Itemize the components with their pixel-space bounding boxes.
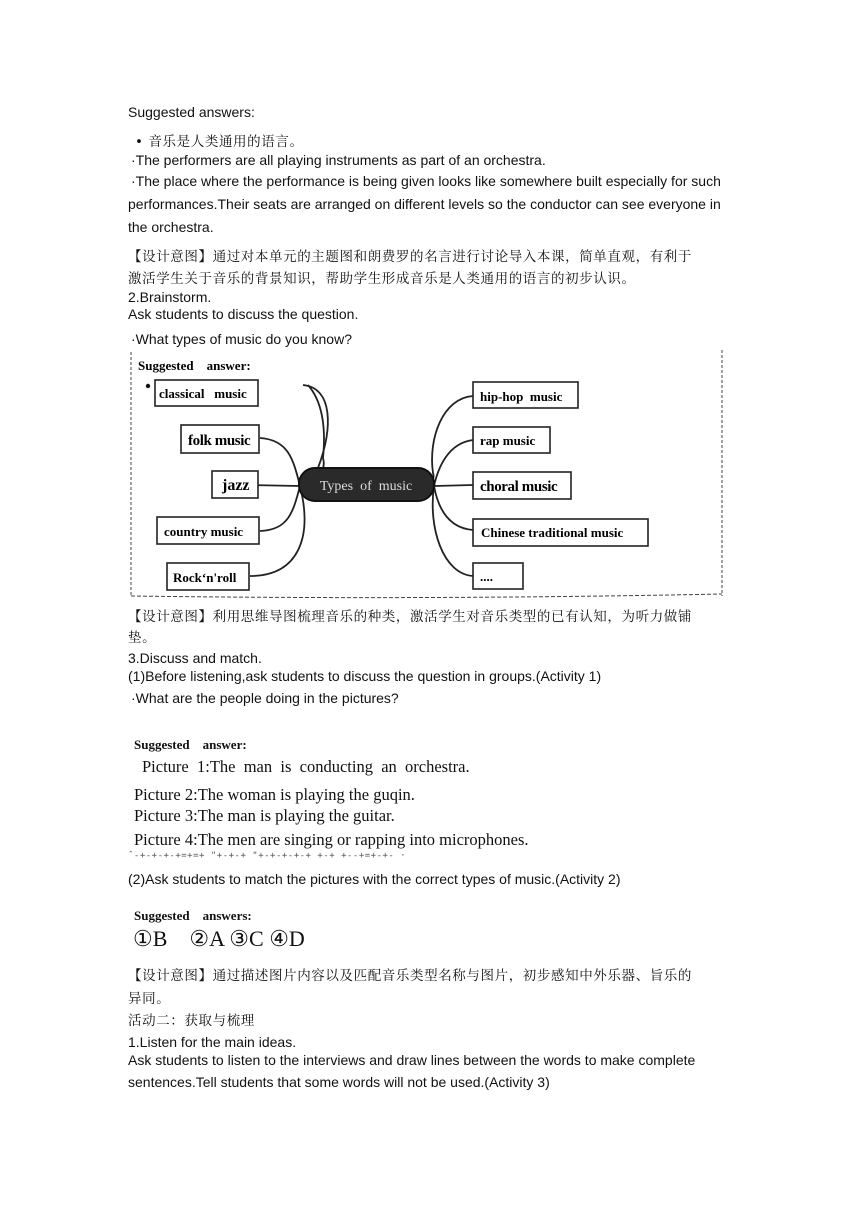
design-intent-3b: 异同。 (128, 991, 171, 1007)
picture-answer-1: Picture 1:The man is conducting an orchestra. (142, 757, 470, 776)
activity-2-step: 1.Listen for the main ideas. (128, 1034, 297, 1050)
design-intent-1a: 【设计意图】通过对本单元的主题图和朗费罗的名言进行讨论导入本课，简单直观，有利于 (128, 249, 692, 265)
right-node-choral (473, 472, 571, 499)
left-node-classical (155, 380, 258, 406)
music-types-mind-map (128, 348, 726, 600)
suggested-answers-heading: Suggested answers: (128, 104, 255, 120)
activity-2-instruction-a: Ask students to listen to the interviews and draw lines between the words to make complete (128, 1052, 696, 1068)
section-3-question: ·What are the people doing in the pictures? (131, 690, 399, 706)
design-intent-1b: 激活学生关于音乐的背景知识，帮助学生形成音乐是人类通用的语言的初步认识。 (128, 271, 636, 287)
design-intent-2a: 【设计意图】利用思维导图梳理音乐的种类，激活学生对音乐类型的已有认知，为听力做铺 (128, 609, 692, 625)
bullet-dot (146, 384, 150, 388)
left-node-country (157, 517, 259, 544)
design-intent-3a: 【设计意图】通过描述图片内容以及匹配音乐类型名称与图片，初步感知中外乐器、旨乐的 (128, 968, 692, 984)
section-2-instruction: Ask students to discuss the question. (128, 306, 359, 322)
right-node-hiphop (473, 382, 578, 408)
section-3-title: 3.Discuss and match. (128, 650, 262, 666)
right-node-label: rap music (480, 433, 536, 448)
answer-line-1: ·The performers are all playing instruments as part of an orchestra. (131, 152, 546, 168)
left-node-rock (167, 563, 249, 590)
section-3-answers-heading: Suggested answers: (134, 908, 252, 923)
left-node-label: folk music (188, 433, 251, 449)
picture-answer-4: Picture 4:The men are singing or rapping into microphones. (134, 830, 529, 849)
bullet-chinese: • 音乐是人类通用的语言。 (135, 134, 304, 150)
left-node-label: Rock‘n'roll (173, 570, 237, 585)
picture-answer-3: Picture 3:The man is playing the guitar. (134, 806, 395, 825)
right-node-label: .... (480, 569, 493, 584)
design-intent-2b: 垫。 (128, 630, 157, 646)
activity-2-title: 活动二：获取与梳理 (128, 1013, 255, 1029)
right-node-rap (473, 427, 550, 453)
answer-line-2c: the orchestra. (128, 219, 214, 235)
left-node-label: country music (164, 524, 244, 539)
section-3-step-2: (2)Ask students to match the pictures with the correct types of music.(Activity 2) (128, 871, 621, 887)
right-node-label: Chinese traditional music (481, 525, 624, 540)
activity-2-instruction-b: sentences.Tell students that some words will not be used.(Activity 3) (128, 1074, 550, 1090)
center-node (299, 468, 434, 501)
right-node-more (473, 563, 523, 589)
right-node-label: hip-hop music (480, 389, 563, 404)
right-node-chinese-traditional (473, 519, 648, 546)
left-node-jazz (212, 471, 258, 498)
scan-artifact-line: ˆ-+-+-+-+=+=+ "+-+-+ "+-+-+-+-+ +-+ +--+=+-+- · (128, 851, 407, 861)
mind-map-heading: Suggested answer: (138, 358, 251, 373)
section-2-title: 2.Brainstorm. (128, 289, 212, 305)
section-3-step-1: (1)Before listening,ask students to discuss the question in groups.(Activity 1) (128, 668, 602, 684)
left-node-label: classical music (159, 386, 247, 401)
left-node-folk (181, 425, 259, 453)
answer-line-2a: ·The place where the performance is being given looks like somewhere built especially for such (131, 173, 721, 189)
answer-line-2b: performances.Their seats are arranged on different levels so the conductor can see everyone in (128, 196, 721, 212)
matching-answers: ①B ②A ③C ④D (133, 926, 305, 951)
center-node-label: Types of music (319, 479, 413, 494)
section-3-answer-heading: Suggested answer: (134, 737, 247, 752)
right-node-label: choral music (480, 479, 558, 495)
section-2-question: ·What types of music do you know? (131, 331, 352, 347)
picture-answer-2: Picture 2:The woman is playing the guqin. (134, 785, 415, 804)
left-node-label: jazz (222, 477, 250, 494)
